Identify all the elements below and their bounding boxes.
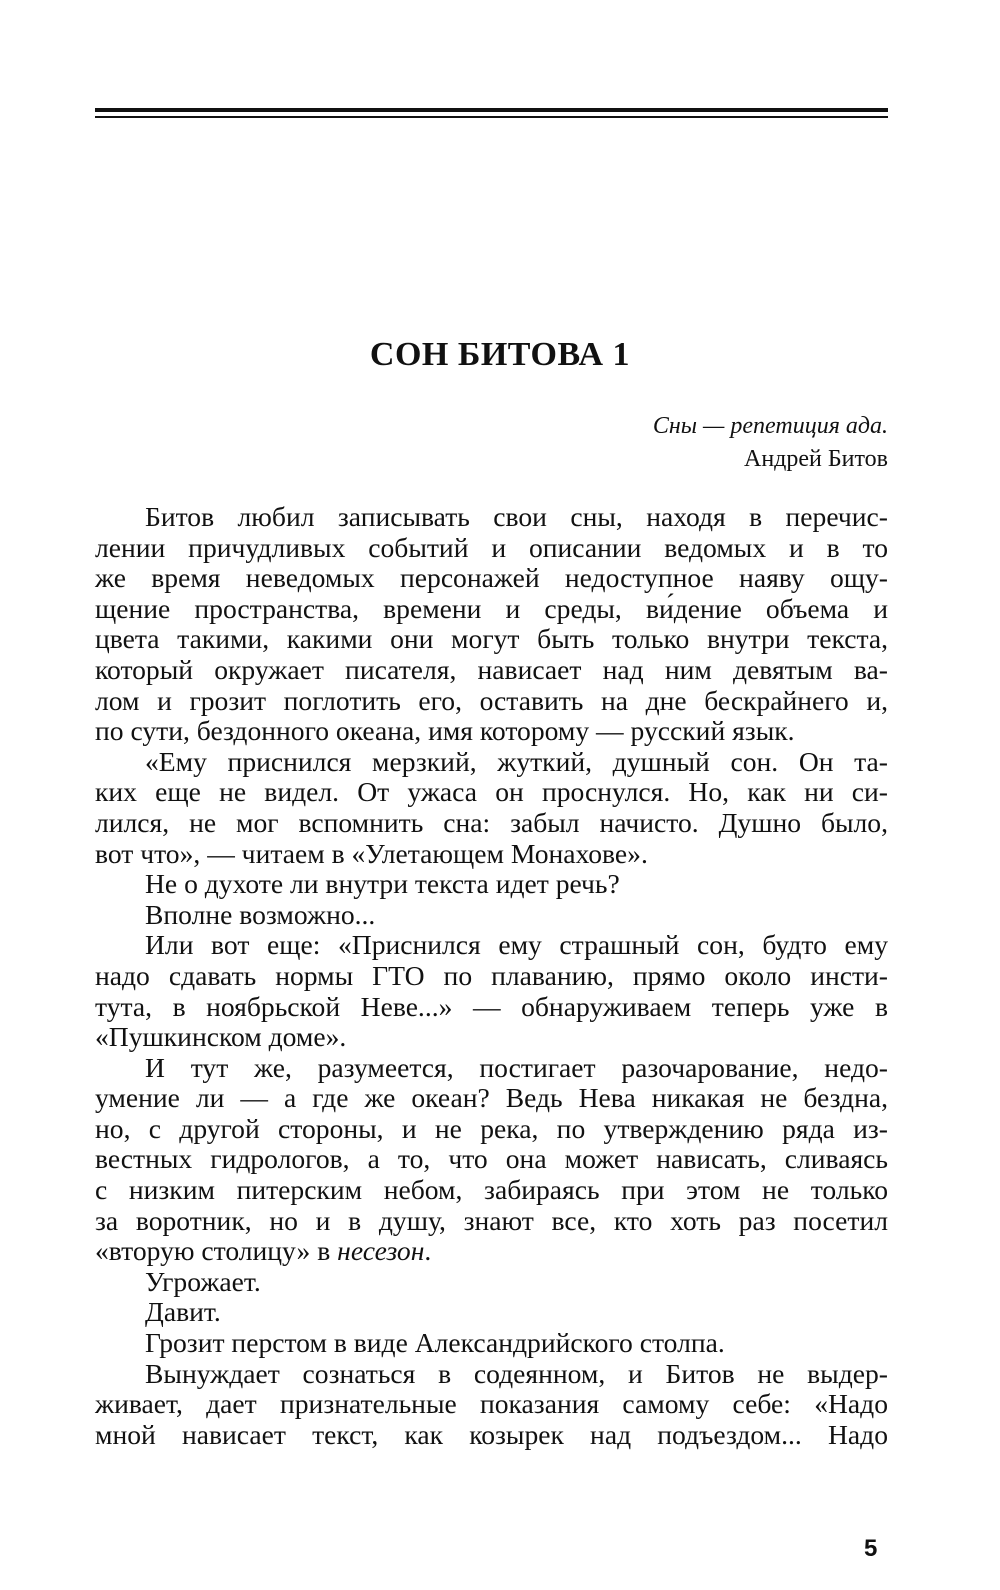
- text-line: Грозит перстом в виде Александрийского столпа.: [145, 1327, 725, 1359]
- paragraph-7: [95, 1267, 888, 1298]
- text-line: Давит.: [145, 1296, 221, 1328]
- text-line: лении причудливых событий и описании ведомых и в то: [95, 531, 888, 563]
- epigraph-quote: Сны — репетиция ада.: [652, 413, 888, 439]
- page-number: 5: [864, 1535, 878, 1562]
- text-fragment: «вторую столицу» в: [95, 1235, 338, 1267]
- text-line: Не о духоте ли внутри текста идет речь?: [145, 868, 620, 900]
- text-line: «Ему приснился мерзкий, жуткий, душный сон. Он та-: [145, 745, 888, 777]
- text-line: надо сдавать нормы ГТО по плаванию, прямо около инсти-: [95, 959, 888, 991]
- top-rule-thick: [95, 108, 888, 112]
- paragraph-1: [95, 502, 888, 747]
- text-line: мной нависает текст, как козырек над подъездом... Надо: [95, 1418, 888, 1450]
- paragraph-10: [95, 1359, 888, 1451]
- text-line: тута, в ноябрьской Неве...» — обнаруживаем теперь уже в: [95, 990, 888, 1022]
- epigraph: [653, 410, 888, 476]
- text-line: И тут же, разумеется, постигает разочарование, недо-: [145, 1051, 888, 1083]
- paragraph-9: [95, 1328, 888, 1359]
- text-line: за воротник, но и в душу, знают все, кто хоть раз посетил: [95, 1204, 888, 1236]
- paragraph-8: [95, 1297, 888, 1328]
- text-line: Угрожает.: [145, 1265, 261, 1297]
- text-line: Вполне возможно...: [145, 898, 376, 930]
- text-line: Вынуждает сознаться в содеянном, и Битов не выдер-: [145, 1357, 888, 1389]
- text-line: который окружает писателя, нависает над ним девятым ва-: [95, 653, 888, 685]
- epigraph-author: Андрей Битов: [743, 446, 888, 472]
- text-line: живает, дает признательные показания самому себе: «Надо: [95, 1388, 888, 1420]
- text-line: вот что», — читаем в «Улетающем Монахове».: [95, 837, 648, 869]
- body-text: [95, 502, 888, 1450]
- text-line: ких еще не видел. От ужаса он проснулся. Но, как ни си-: [95, 776, 888, 808]
- paragraph-4: [95, 900, 888, 931]
- paragraph-6: [95, 1053, 888, 1267]
- text-line: вестных гидрологов, а то, что она может нависать, сливаясь: [95, 1143, 888, 1175]
- text-line: лился, не мог вспомнить сна: забыл начисто. Душно было,: [95, 806, 888, 838]
- italic-word: несезон: [337, 1235, 425, 1267]
- paragraph-3: [95, 869, 888, 900]
- text-line: умение ли — а где же океан? Ведь Нева никакая не бездна,: [95, 1082, 888, 1114]
- text-line: [95, 1236, 888, 1267]
- text-line: но, с другой стороны, и не река, по утверждению ряда из-: [95, 1112, 888, 1144]
- top-rule-thin: [95, 116, 888, 118]
- text-line: по сути, бездонного океана, имя которому — русский язык.: [95, 715, 795, 747]
- text-line: Битов любил записывать свои сны, находя в перечис-: [145, 501, 888, 532]
- text-line: же время неведомых персонажей недоступное наяву ощу-: [95, 562, 888, 594]
- text-line: лом и грозит поглотить его, оставить на дне бескрайнего и,: [95, 684, 888, 716]
- text-line: с низким питерским небом, забираясь при этом не только: [95, 1174, 888, 1206]
- text-fragment: .: [424, 1235, 432, 1267]
- text-line: цвета такими, какими они могут быть только внутри текста,: [95, 623, 888, 655]
- paragraph-2: [95, 747, 888, 869]
- paragraph-5: [95, 930, 888, 1052]
- chapter-title: СОН БИТОВА 1: [369, 336, 631, 373]
- text-line: щение пространства, времени и среды, ви́дение объема и: [95, 592, 888, 624]
- text-line: Или вот еще: «Приснился ему страшный сон, будто ему: [145, 929, 888, 961]
- text-line: «Пушкинском доме».: [95, 1021, 347, 1053]
